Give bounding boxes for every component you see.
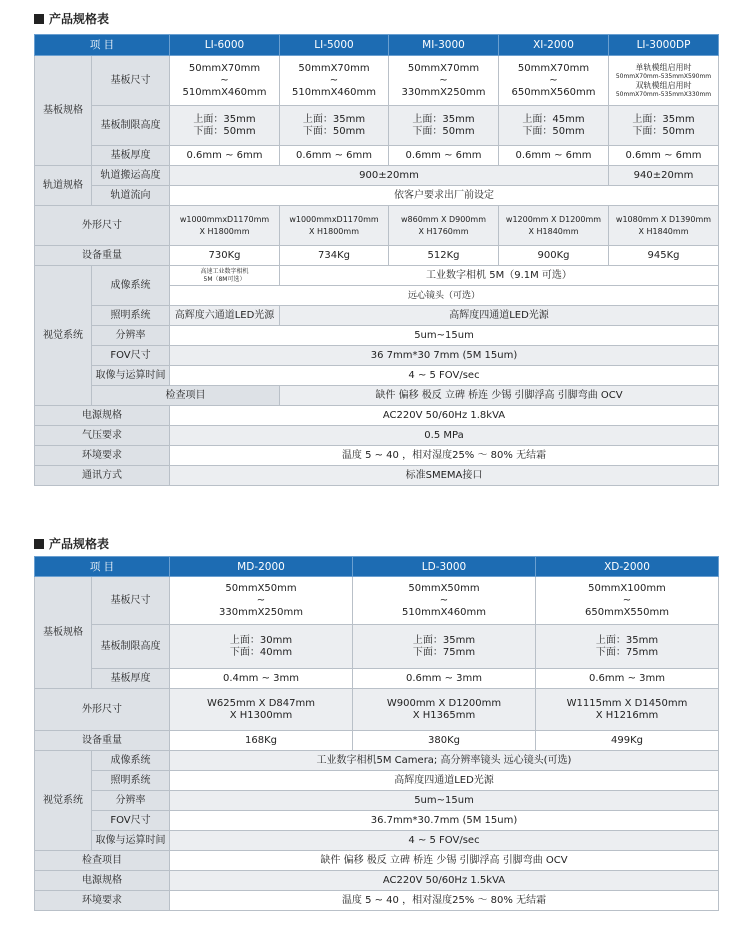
table-cell: 168Kg xyxy=(170,731,353,751)
header-model: XI-2000 xyxy=(499,35,609,56)
group-label: 视觉系统 xyxy=(35,266,92,406)
table-cell: 50mmX70mm ~ 510mmX460mm xyxy=(170,56,280,106)
section-title-text: 产品规格表 xyxy=(49,537,110,551)
table-cell: 上面：30mm 下面：40mm xyxy=(170,625,353,669)
table-cell: 上面：35mm 下面：50mm xyxy=(280,106,389,146)
table-row xyxy=(35,446,719,466)
table-cell: W625mm X D847mm X H1300mm xyxy=(170,689,353,731)
row-label: 电源规格 xyxy=(35,871,170,891)
table-cell: 上面：35mm 下面：50mm xyxy=(609,106,719,146)
table-cell: 依客户要求出厂前设定 xyxy=(170,186,719,206)
square-bullet-icon xyxy=(34,539,44,549)
spec-table-2 xyxy=(34,556,719,911)
table-row xyxy=(35,851,719,871)
table-row xyxy=(35,386,719,406)
table-cell: 5um~15um xyxy=(170,326,719,346)
table-cell: 380Kg xyxy=(353,731,536,751)
table-row xyxy=(35,577,719,625)
row-label: 环境要求 xyxy=(35,891,170,911)
table-cell: 730Kg xyxy=(170,246,280,266)
spec-table-1 xyxy=(34,34,719,486)
table-row xyxy=(35,871,719,891)
table-cell: 温度 5 ~ 40 ，相对湿度25% ～ 80% 无结霜 xyxy=(170,891,719,911)
table-cell: 上面：35mm 下面：75mm xyxy=(536,625,719,669)
table-cell: 上面：35mm 下面：75mm xyxy=(353,625,536,669)
header-model: MD-2000 xyxy=(170,557,353,577)
table-row xyxy=(35,731,719,751)
table-cell: 0.6mm ~ 6mm xyxy=(170,146,280,166)
table-cell: 工业数字相机 5M（9.1M 可选） xyxy=(280,266,719,286)
row-label: 电源规格 xyxy=(35,406,170,426)
table-cell: 900±20mm xyxy=(170,166,609,186)
row-label: 基板厚度 xyxy=(92,669,170,689)
row-label: 照明系统 xyxy=(92,306,170,326)
table-cell: 上面：35mm 下面：50mm xyxy=(389,106,499,146)
table-cell: 512Kg xyxy=(389,246,499,266)
row-label: FOV尺寸 xyxy=(92,811,170,831)
table-row xyxy=(35,831,719,851)
table-cell: 工业数字相机5M Camera; 高分辨率镜头 远心镜头(可选) xyxy=(170,751,719,771)
row-label: 分辨率 xyxy=(92,791,170,811)
table-row xyxy=(35,266,719,286)
table-row xyxy=(35,206,719,246)
table-cell: 940±20mm xyxy=(609,166,719,186)
row-label: 检查项目 xyxy=(35,851,170,871)
table-cell: 4 ~ 5 FOV/sec xyxy=(170,831,719,851)
header-item: 项 目 xyxy=(35,557,170,577)
table-cell: w1200mm X D1200mm X H1840mm xyxy=(499,206,609,246)
group-label: 视觉系统 xyxy=(35,751,92,851)
table-cell: 0.6mm ~ 3mm xyxy=(536,669,719,689)
row-label: 检查项目 xyxy=(92,386,280,406)
header-model: LI-6000 xyxy=(170,35,280,56)
table-row xyxy=(35,166,719,186)
table-row xyxy=(35,751,719,771)
table-cell: 温度 5 ~ 40 ，相对湿度25% ～ 80% 无结霜 xyxy=(170,446,719,466)
table-row xyxy=(35,246,719,266)
table-cell: 0.6mm ~ 6mm xyxy=(499,146,609,166)
table-row xyxy=(35,625,719,669)
table-cell: 50mmX100mm ~ 650mmX550mm xyxy=(536,577,719,625)
table-cell: 0.6mm ~ 3mm xyxy=(353,669,536,689)
table-cell: 50mmX50mm ~ 330mmX250mm xyxy=(170,577,353,625)
header-model: XD-2000 xyxy=(536,557,719,577)
table-row xyxy=(35,771,719,791)
table-row xyxy=(35,146,719,166)
row-label: 成像系统 xyxy=(92,266,170,306)
table-cell: w1000mmxD1170mm X H1800mm xyxy=(170,206,280,246)
table-cell: 上面：35mm 下面：50mm xyxy=(170,106,280,146)
row-label: 气压要求 xyxy=(35,426,170,446)
table-cell: 36 7mm*30 7mm (5M 15um) xyxy=(170,346,719,366)
header-model: LD-3000 xyxy=(353,557,536,577)
row-label: 照明系统 xyxy=(92,771,170,791)
table-cell: 499Kg xyxy=(536,731,719,751)
table-row xyxy=(35,406,719,426)
table-cell: 缺件 偏移 极反 立碑 桥连 少锡 引脚浮高 引脚弯曲 OCV xyxy=(170,851,719,871)
table-cell: 5um~15um xyxy=(170,791,719,811)
row-label: 环境要求 xyxy=(35,446,170,466)
table-row xyxy=(35,306,719,326)
table-cell: 单轨模组启用时 50mmX70mm-535mmX590mm 双轨模组启用时 50mmX70mm-535mmX330mm xyxy=(609,56,719,106)
table-row xyxy=(35,366,719,386)
table-cell: w860mm X D900mm X H1760mm xyxy=(389,206,499,246)
section-title-2 xyxy=(34,535,109,552)
row-label: 设备重量 xyxy=(35,731,170,751)
table-cell: 50mmX70mm ~ 330mmX250mm xyxy=(389,56,499,106)
table-header-row xyxy=(35,35,719,56)
table-cell: 高辉度四通道LED光源 xyxy=(170,771,719,791)
table-row xyxy=(35,791,719,811)
table-cell: 0.5 MPa xyxy=(170,426,719,446)
table-cell: w1000mmxD1170mm X H1800mm xyxy=(280,206,389,246)
table-row xyxy=(35,186,719,206)
group-label: 基板规格 xyxy=(35,577,92,689)
table-cell: 0.4mm ~ 3mm xyxy=(170,669,353,689)
table-cell: 远心镜头（可选） xyxy=(170,286,719,306)
row-label: 分辨率 xyxy=(92,326,170,346)
row-label: 外形尺寸 xyxy=(35,206,170,246)
row-label: 基板尺寸 xyxy=(92,56,170,106)
row-label: 通讯方式 xyxy=(35,466,170,486)
table-row xyxy=(35,466,719,486)
row-label: 取像与运算时间 xyxy=(92,831,170,851)
table-cell: 高速工业数字相机 5M（8M可选） xyxy=(170,266,280,286)
table-cell: 上面：45mm 下面：50mm xyxy=(499,106,609,146)
section-title-text: 产品规格表 xyxy=(49,12,110,26)
table-cell: 50mmX70mm ~ 650mmX560mm xyxy=(499,56,609,106)
table-cell: 945Kg xyxy=(609,246,719,266)
table-cell: 0.6mm ~ 6mm xyxy=(609,146,719,166)
table-cell: W1115mm X D1450mm X H1216mm xyxy=(536,689,719,731)
table-cell: 900Kg xyxy=(499,246,609,266)
table-cell: 50mmX70mm ~ 510mmX460mm xyxy=(280,56,389,106)
table-cell: 高辉度六通道LED光源 xyxy=(170,306,280,326)
table-cell: 0.6mm ~ 6mm xyxy=(389,146,499,166)
table-cell: 4 ~ 5 FOV/sec xyxy=(170,366,719,386)
table-cell: 50mmX50mm ~ 510mmX460mm xyxy=(353,577,536,625)
row-label: 基板制限高度 xyxy=(92,625,170,669)
table-row xyxy=(35,669,719,689)
table-row xyxy=(35,56,719,106)
table-row xyxy=(35,326,719,346)
table-row xyxy=(35,891,719,911)
row-label: 取像与运算时间 xyxy=(92,366,170,386)
header-model: LI-3000DP xyxy=(609,35,719,56)
table-cell: w1080mm X D1390mm X H1840mm xyxy=(609,206,719,246)
square-bullet-icon xyxy=(34,14,44,24)
table-row xyxy=(35,811,719,831)
group-label: 基板规格 xyxy=(35,56,92,166)
row-label: 基板厚度 xyxy=(92,146,170,166)
row-label: 轨道搬运高度 xyxy=(92,166,170,186)
section-title-1 xyxy=(34,10,109,27)
row-label: FOV尺寸 xyxy=(92,346,170,366)
table-cell: AC220V 50/60Hz 1.8kVA xyxy=(170,406,719,426)
table-cell: W900mm X D1200mm X H1365mm xyxy=(353,689,536,731)
header-model: MI-3000 xyxy=(389,35,499,56)
header-model: LI-5000 xyxy=(280,35,389,56)
table-cell: 缺件 偏移 极反 立碑 桥连 少锡 引脚浮高 引脚弯曲 OCV xyxy=(280,386,719,406)
table-cell: 734Kg xyxy=(280,246,389,266)
table-row xyxy=(35,426,719,446)
row-label: 设备重量 xyxy=(35,246,170,266)
group-label: 轨道规格 xyxy=(35,166,92,206)
row-label: 成像系统 xyxy=(92,751,170,771)
row-label: 外形尺寸 xyxy=(35,689,170,731)
table-row xyxy=(35,106,719,146)
table-cell: 标准SMEMA接口 xyxy=(170,466,719,486)
table-cell: 高辉度四通道LED光源 xyxy=(280,306,719,326)
table-cell: 36.7mm*30.7mm (5M 15um) xyxy=(170,811,719,831)
table-row xyxy=(35,346,719,366)
row-label: 基板制限高度 xyxy=(92,106,170,146)
table-cell: 0.6mm ~ 6mm xyxy=(280,146,389,166)
table-header-row xyxy=(35,557,719,577)
header-item: 项 目 xyxy=(35,35,170,56)
row-label: 基板尺寸 xyxy=(92,577,170,625)
table-row xyxy=(35,689,719,731)
table-cell: AC220V 50/60Hz 1.5kVA xyxy=(170,871,719,891)
row-label: 轨道流向 xyxy=(92,186,170,206)
